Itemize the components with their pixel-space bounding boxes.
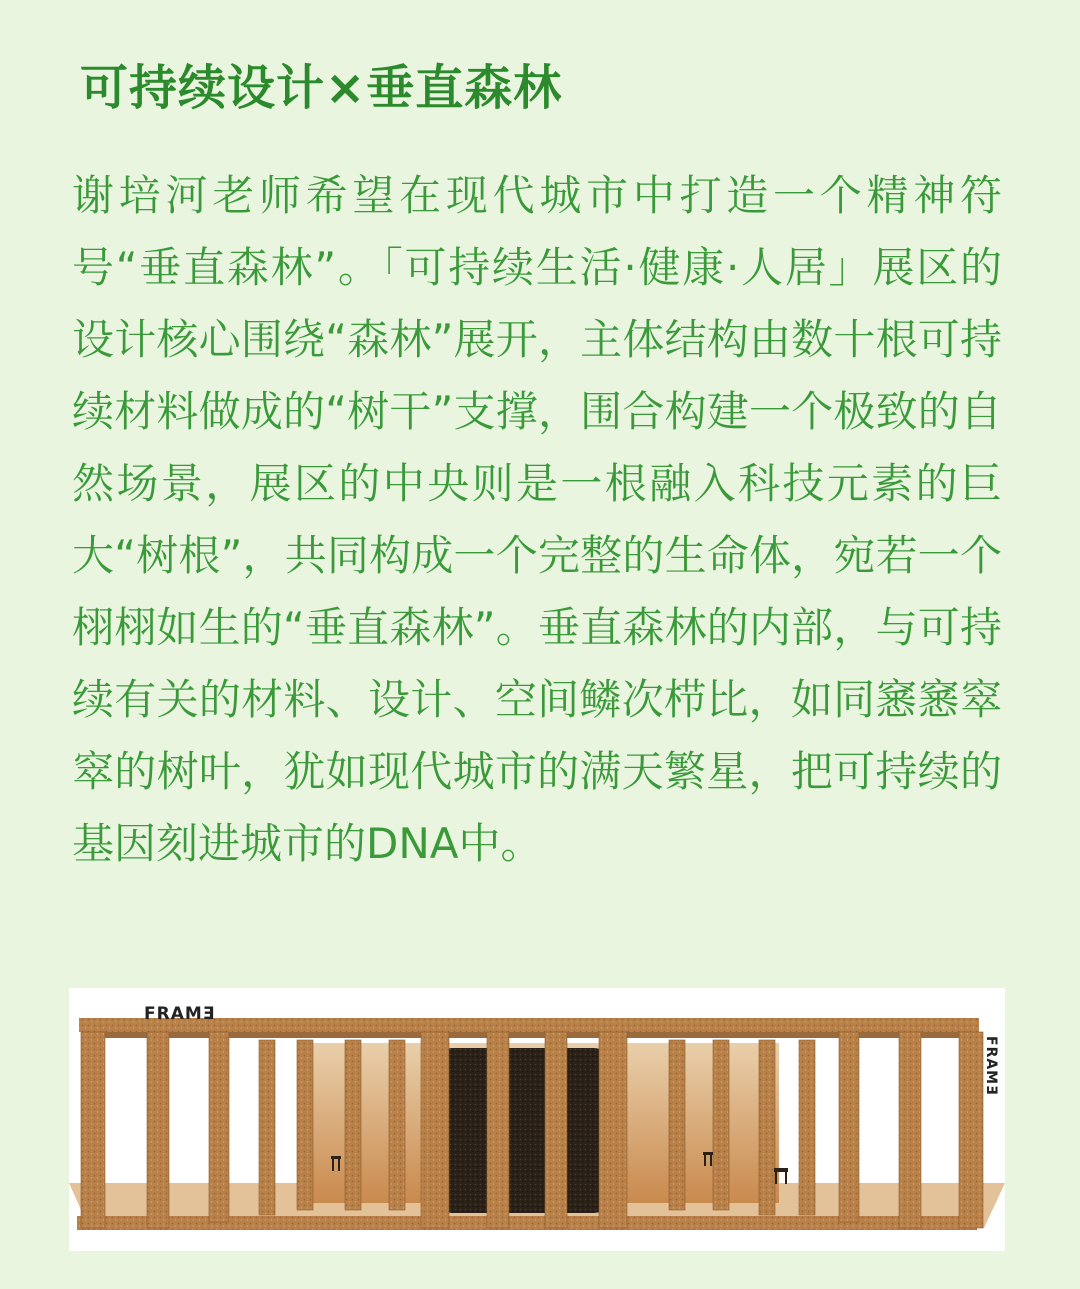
article-paragraph: 谢培河老师希望在现代城市中打造一个精神符号“垂直森林”。「可持续生活·健康·人居」展区的设计核心围绕“森林”展开，主体结构由数十根可持续材料做成的“树干”支撑，围合构建一个极致的自然场景，展区的中央则是一根融入科技元素的巨大“树根”，共同构成一个完整的生命体，宛若一个栩栩如生的“垂直森林”。垂直森林的内部，与可持续有关的材料、设计、空间鳞次栉比，如同窸窸窣窣的树叶，犹如现代城市的满天繁星，把可持续的基因刻进城市的DNA中。 [72,171,1002,868]
frame-watermark-side: FRAMƎ [983,1036,999,1096]
article-heading: 可持续设计×垂直森林 [80,60,563,116]
forest-pavilion-illustration [69,988,1005,1251]
frame-watermark-top: FRAMƎ [144,1004,216,1024]
exhibition-render-image [69,988,1005,1251]
